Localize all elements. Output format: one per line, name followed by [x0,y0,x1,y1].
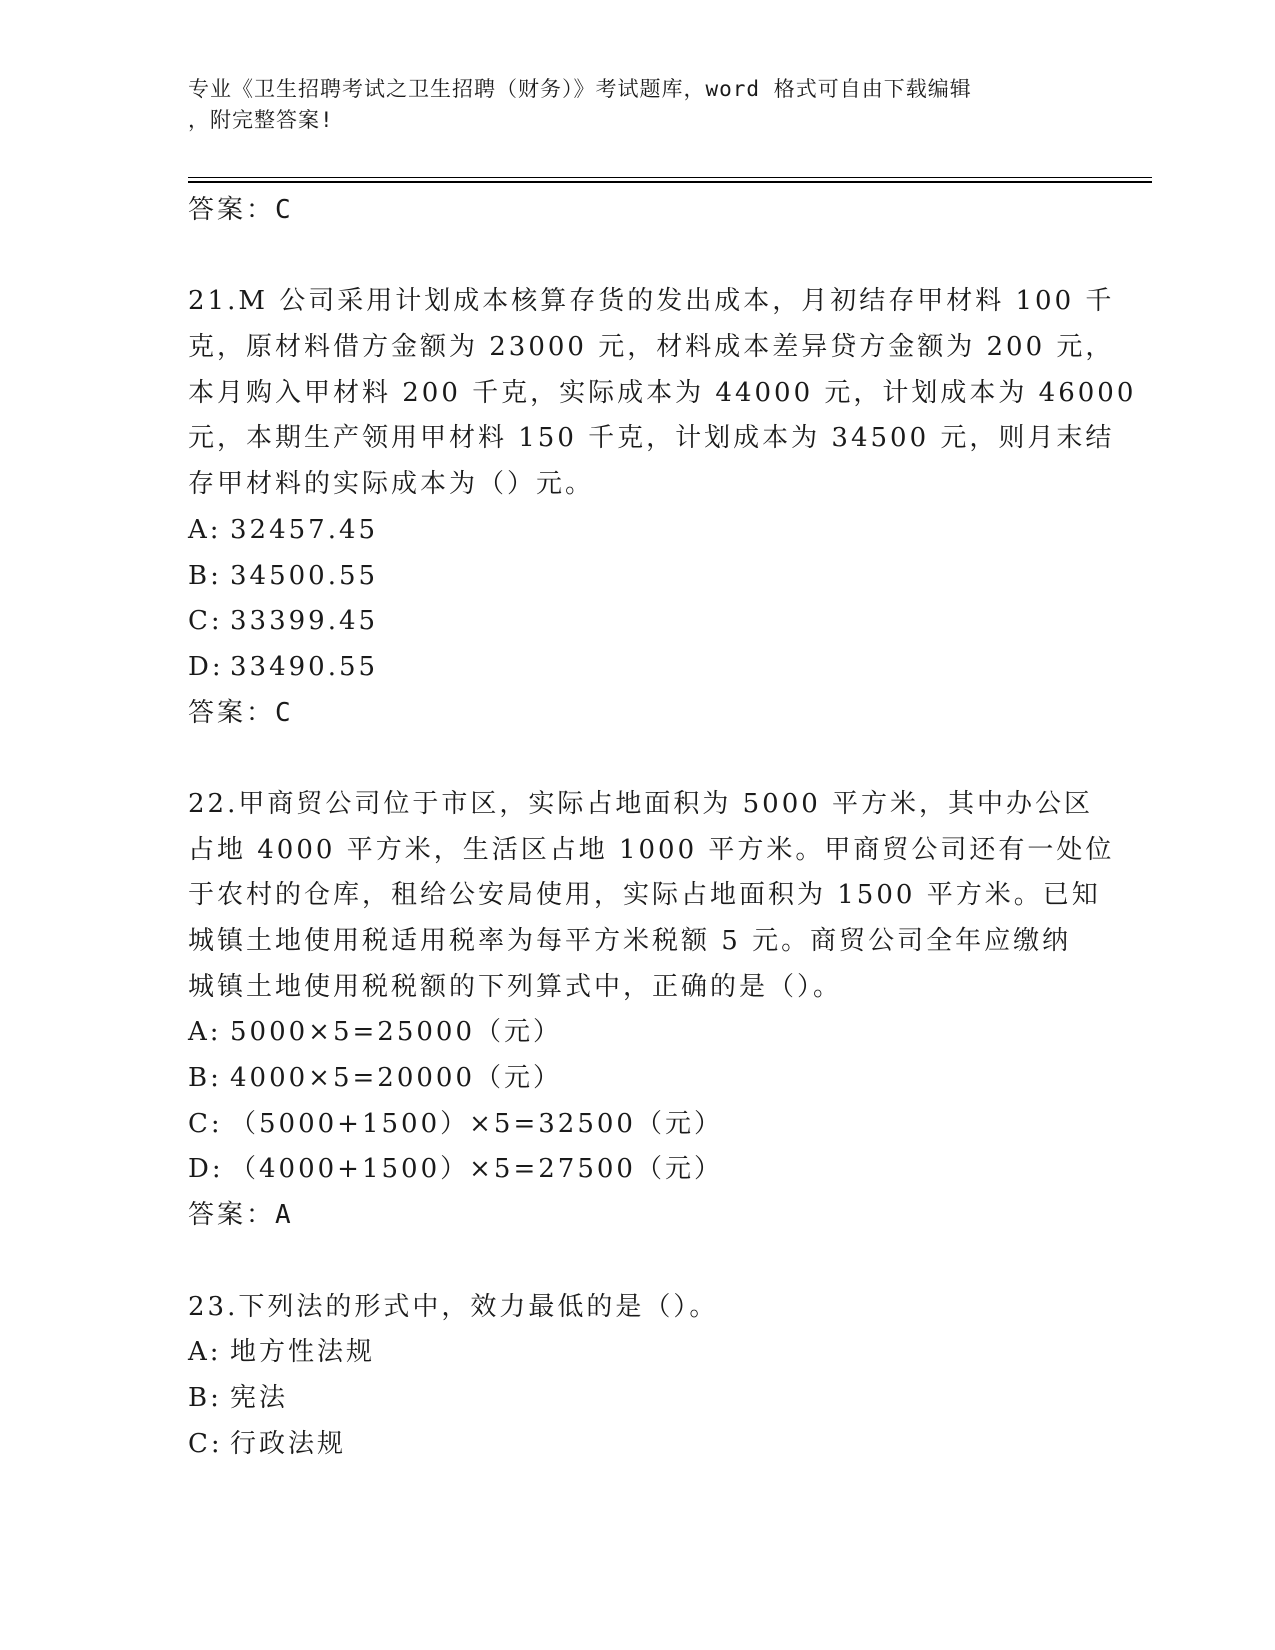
question-stem-line: 22.甲商贸公司位于市区，实际占地面积为 5000 平方米，其中办公区 [188,788,1094,819]
option-label: B: [188,1063,222,1094]
option-b [188,1376,1088,1422]
option-b [188,1056,1088,1102]
question-answer: 答案：A [188,1200,294,1231]
option-c [188,1422,1088,1468]
spacer [188,234,1088,280]
question-stem-line: 克，原材料借方金额为 23000 元，材料成本差异贷方金额为 200 元， [188,332,1115,363]
option-label: B: [188,560,222,591]
option-a [188,508,1088,554]
question-stem-line: 占地 4000 平方米，生活区占地 1000 平方米。甲商贸公司还有一处位 [188,834,1115,865]
option-label: C: [188,1428,223,1459]
spacer [188,1239,1088,1285]
option-label: D: [188,1154,224,1185]
option-text: 33399.45 [230,606,379,637]
question-23 [188,1285,1088,1468]
header-divider-thin [188,177,1152,178]
header-line-1: 专业《卫生招聘考试之卫生招聘（财务）》考试题库，word 格式可自由下载编辑 [188,77,972,101]
question-stem-line: 本月购入甲材料 200 千克，实际成本为 44000 元，计划成本为 46000 [188,377,1137,408]
option-text: （5000+1500）×5=32500（元） [230,1108,723,1139]
option-b [188,554,1088,600]
option-text: 32457.45 [230,514,379,545]
option-label: A: [188,1337,222,1368]
question-stem-line: 23.下列法的形式中，效力最低的是（）。 [188,1291,719,1322]
question-stem-line: 存甲材料的实际成本为（）元。 [188,469,595,500]
option-c [188,1102,1088,1148]
question-stem-line: 元，本期生产领用甲材料 150 千克，计划成本为 34500 元，则月末结 [188,423,1115,454]
option-text: （4000+1500）×5=27500（元） [230,1154,723,1185]
option-c [188,599,1088,645]
option-text: 5000×5=25000（元） [230,1017,562,1048]
option-label: A: [188,514,222,545]
option-text: 行政法规 [230,1428,347,1459]
question-21 [188,279,1137,736]
question-stem-line: 于农村的仓库，租给公安局使用，实际占地面积为 1500 平方米。已知 [188,880,1101,911]
header-line-2: ，附完整答案! [188,108,334,132]
page-header [188,74,1068,136]
option-d [188,1147,1088,1193]
question-answer: 答案：C [188,697,294,728]
option-text: 宪法 [230,1382,289,1413]
option-label: D: [188,651,224,682]
option-label: C: [188,606,223,637]
option-text: 33490.55 [230,651,379,682]
option-text: 4000×5=20000（元） [230,1063,562,1094]
option-a [188,1010,1088,1056]
header-divider-thick [188,181,1152,183]
option-text: 地方性法规 [230,1337,376,1368]
option-label: C: [188,1108,223,1139]
option-label: B: [188,1382,222,1413]
option-text: 34500.55 [230,560,379,591]
option-label: A: [188,1017,222,1048]
question-stem-line: 21.M 公司采用计划成本核算存货的发出成本，月初结存甲材料 100 千 [188,286,1115,317]
question-stem-line: 城镇土地使用税税额的下列算式中，正确的是（）。 [188,971,843,1002]
spacer [188,736,1088,782]
question-22 [188,782,1115,1239]
option-a [188,1330,1088,1376]
previous-answer: 答案：C [188,195,294,225]
option-d [188,645,1088,691]
question-stem-line: 城镇土地使用税适用税率为每平方米税额 5 元。商贸公司全年应缴纳 [188,926,1072,956]
document-body [188,188,1137,1467]
